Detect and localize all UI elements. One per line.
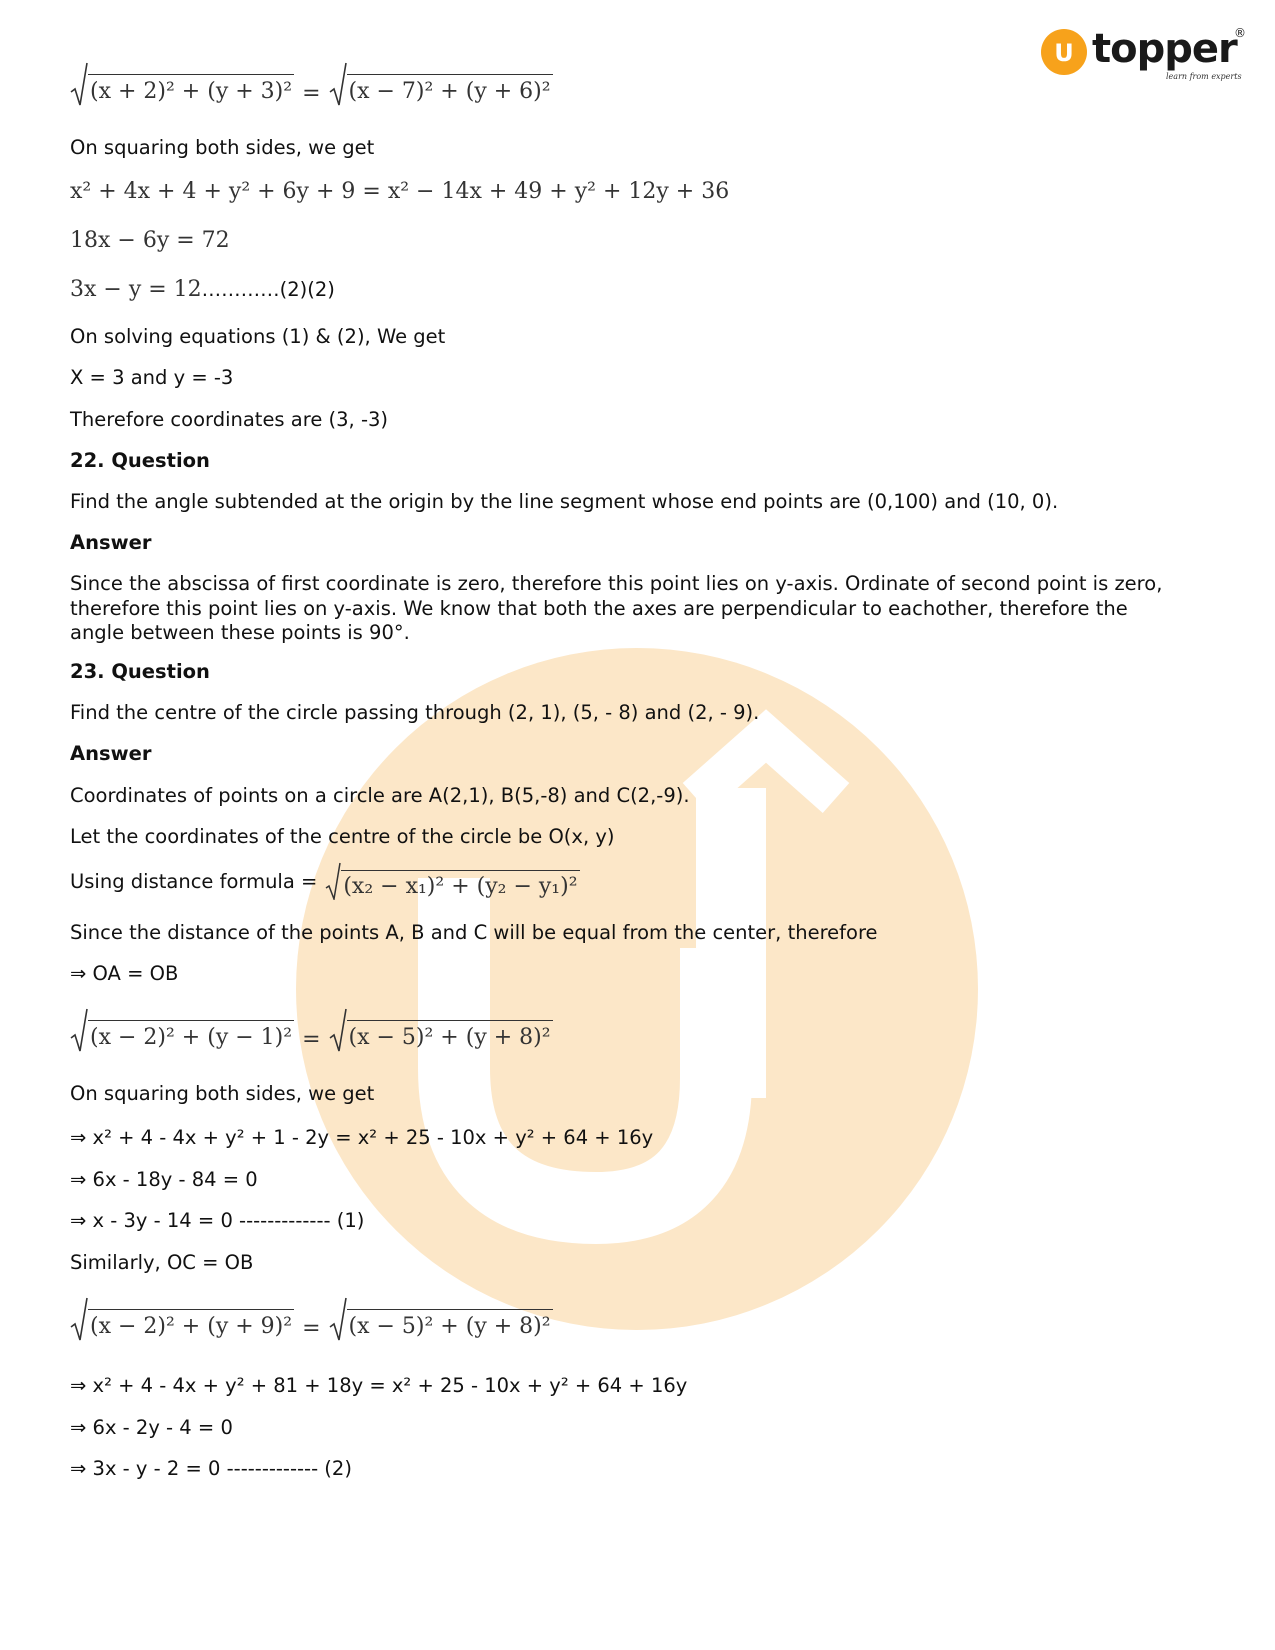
sqrt-rhs-2 — [329, 1008, 553, 1052]
sqrt-lhs-1 — [70, 62, 294, 106]
equation-line: ⇒ 6x - 2y - 4 = 0 — [70, 1416, 233, 1439]
text-line: X = 3 and y = -3 — [70, 366, 234, 389]
equals-sign: = — [302, 1316, 321, 1341]
text-label: Using distance formula = — [70, 870, 318, 893]
text-line: Therefore coordinates are (3, -3) — [70, 408, 388, 431]
equation-sqrt-2 — [70, 1008, 553, 1052]
equation-sqrt-1 — [70, 62, 553, 106]
svg-text:U: U — [1054, 39, 1074, 67]
question-text: Find the angle subtended at the origin by the line segment whose end points are (0,100) and (10, 0). — [70, 490, 1059, 513]
brand-registered-mark: ® — [1234, 26, 1246, 40]
question-heading: 22. Question — [70, 449, 210, 472]
text-line: Let the coordinates of the centre of the circle be O(x, y) — [70, 825, 615, 848]
brand-name: topper — [1092, 26, 1237, 72]
equals-sign: = — [302, 81, 321, 106]
equation-number-label: (2) — [307, 278, 335, 301]
text-line: ⇒ OA = OB — [70, 962, 179, 985]
distance-formula-line — [70, 862, 580, 900]
sqrt-lhs-2 — [70, 1008, 294, 1052]
text-line: On squaring both sides, we get — [70, 136, 375, 159]
sqrt-rhs-1 — [329, 62, 553, 106]
equation-sqrt-3 — [70, 1297, 553, 1341]
question-heading: 23. Question — [70, 660, 210, 683]
text-line: On squaring both sides, we get — [70, 1082, 375, 1105]
sqrt-distance-content: (x₂ − x₁)² + (y₂ − y₁)² — [341, 870, 579, 900]
sqrt-distance-formula — [325, 862, 579, 900]
equals-sign: = — [302, 1027, 321, 1052]
sqrt-rhs-3 — [329, 1297, 553, 1341]
answer-paragraph: Since the abscissa of first coordinate is zero, therefore this point lies on y-axis. Ordinate of second point is zero, therefore this point lies on y-axis. We know that both the axes are perpendicular to eachother, therefore the angle between these points is 90°. — [70, 572, 1163, 644]
equation-number: …………(2) — [201, 278, 308, 301]
equation-line: ⇒ x² + 4 - 4x + y² + 81 + 18y = x² + 25 - 10x + y² + 64 + 16y — [70, 1374, 688, 1397]
text-line: Coordinates of points on a circle are A(2,1), B(5,-8) and C(2,-9). — [70, 784, 690, 807]
topper-logo — [1040, 26, 1245, 88]
answer-heading: Answer — [70, 742, 152, 765]
sqrt-rhs-1-content: (x − 7)² + (y + 6)² — [347, 74, 553, 106]
sqrt-lhs-3 — [70, 1297, 294, 1341]
equation-line: x² + 4x + 4 + y² + 6y + 9 = x² − 14x + 49 + y² + 12y + 36 — [70, 179, 730, 204]
question-text: Find the centre of the circle passing through (2, 1), (5, - 8) and (2, - 9). — [70, 701, 760, 724]
text-line: On solving equations (1) & (2), We get — [70, 325, 446, 348]
sqrt-rhs-2-content: (x − 5)² + (y + 8)² — [347, 1020, 553, 1052]
equation-line: ⇒ x - 3y - 14 = 0 ------------- (1) — [70, 1209, 365, 1232]
brand-tagline: learn from experts — [1166, 72, 1242, 81]
equation-text: 3x − y = 12 — [70, 277, 202, 302]
equation-line-2 — [70, 278, 335, 302]
equation-line: 18x − 6y = 72 — [70, 228, 230, 253]
watermark-logo — [296, 648, 978, 1330]
sqrt-rhs-3-content: (x − 5)² + (y + 8)² — [347, 1309, 553, 1341]
sqrt-lhs-2-content: (x − 2)² + (y − 1)² — [88, 1020, 294, 1052]
sqrt-lhs-3-content: (x − 2)² + (y + 9)² — [88, 1309, 294, 1341]
answer-heading: Answer — [70, 531, 152, 554]
sqrt-lhs-1-content: (x + 2)² + (y + 3)² — [88, 74, 294, 106]
text-line: Similarly, OC = OB — [70, 1251, 254, 1274]
text-line: Since the distance of the points A, B and C will be equal from the center, therefore — [70, 921, 878, 944]
equation-line: ⇒ 3x - y - 2 = 0 ------------- (2) — [70, 1457, 352, 1480]
equation-line: ⇒ 6x - 18y - 84 = 0 — [70, 1168, 258, 1191]
equation-line: ⇒ x² + 4 - 4x + y² + 1 - 2y = x² + 25 - 10x + y² + 64 + 16y — [70, 1126, 654, 1149]
